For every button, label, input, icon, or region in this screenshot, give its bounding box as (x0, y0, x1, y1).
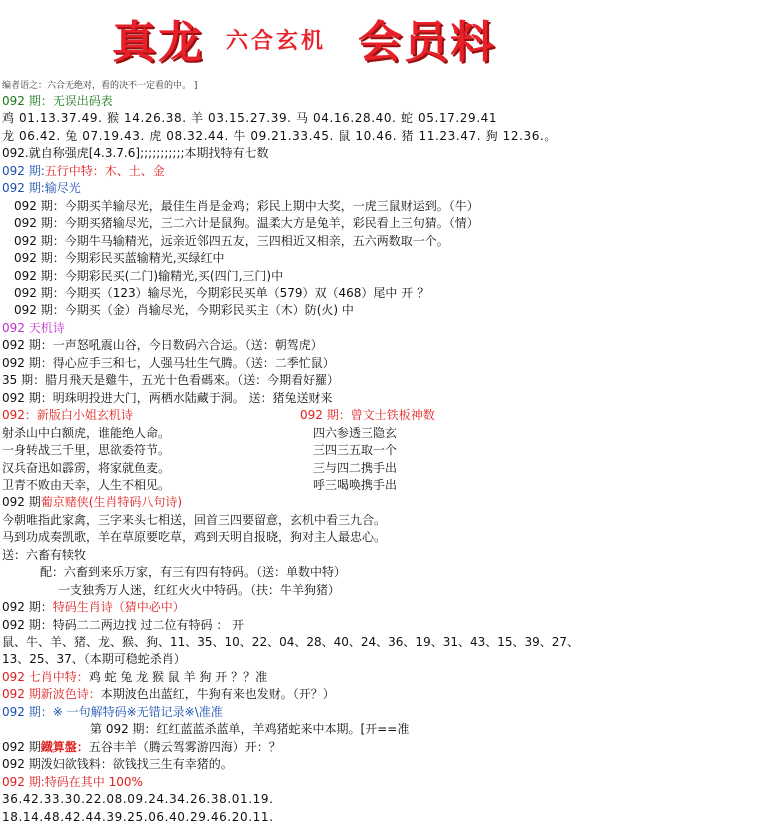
heaven-poem-line: 092 期：明珠明投进大门，两栖水陆藏于洞。 送：猪兔送财来 (2, 391, 333, 405)
abacus-prefix: 092 期 (2, 740, 41, 754)
iron-board-line: 三与四二携手出 (313, 461, 398, 475)
lose-all-line: 092 期：今期彩民买(二门)输精光,买(四门,三门)中 (14, 269, 284, 283)
abacus-text: 五谷丰羊（腾云驾雾游四海）开：？ (88, 740, 281, 754)
five-elements-line (2, 163, 165, 180)
section-casino-poem (2, 494, 182, 511)
header-banner (0, 0, 775, 78)
casino-poem-line: 马到功成奏凯歌，羊在草原要吃草，鸡到天明自报晓，狗对主人最忠心。 (2, 530, 387, 544)
lose-all-line: 092 期：今期买猪输尽光，三二六计是鼠狗。温柔大方是兔羊，彩民看上三句猜。（情） (14, 216, 479, 230)
code-table-row-2: 龙 06.42. 兔 07.19.43. 虎 08.32.44. 牛 09.21.33.45. 鼠 10.46. 猪 11.23.47. 狗 12.36.。 (2, 129, 557, 143)
special-code-row-1: 36.42.33.30.22.08.09.24.34.26.38.01.19. (2, 792, 274, 806)
five-elements-prefix: 092 期: (2, 164, 45, 178)
seven-zodiac-line (2, 669, 267, 686)
lose-all-line: 092 期：今期彩民买蓝输精光,买绿红中 (14, 251, 225, 265)
one-line-special (2, 704, 223, 721)
special-zodiac-line-1: 092 期：特码二二两边找 过二位有特码 ： 开 (2, 618, 245, 632)
casino-poem-pei-2: 一支独秀万人迷，红红火火中特码。（扶：牛羊狗猪） (58, 583, 341, 597)
section-white-lady-label: 092：新版白小姐玄机诗 (2, 408, 133, 422)
casino-poem-prefix: 092 期 (2, 495, 41, 509)
special-code-row-2: 18.14.48.42.44.39.25.06.40.29.46.20.11. (2, 810, 274, 824)
title-left: 真龙 (112, 17, 204, 68)
wave-color-text: 本期波色出蓝红，牛狗有来也发财。（开？） (100, 687, 335, 701)
lose-all-line: 092 期：今期买（123）输尽光，今期彩民买单（579）双（468）尾中 开 ？ (14, 286, 430, 300)
title-right: 会员料 (358, 17, 496, 68)
heaven-poem-line: 092 期：得心应手三和七，人强马壮生气腾。（送：二季忙鼠） (2, 356, 335, 370)
special-zodiac-line-2: 鼠、牛、羊、猪、龙、猴、狗、11、35、10、22、04、28、40、24、36、19、31、43、15、39、27、 (2, 635, 580, 649)
special-zodiac-line-3: 13、25、37、（本期可稳蛇杀肖） (2, 652, 186, 666)
casino-poem-line: 今朝唯指此家禽，三字来头七相送，回首三四要留意，玄机中看三九合。 (2, 513, 387, 527)
abacus-line (2, 739, 281, 756)
section-heaven-poem-label: 092 天机诗 (2, 321, 65, 335)
heaven-poem-line: 092 期：一声怒吼震山谷，今日数码六合运。（送：朝驾虎） (2, 338, 323, 352)
white-lady-line: 卫青不败由天幸，人生不相见。 (2, 478, 171, 492)
seven-zodiac-label: 092 七肖中特： (2, 670, 89, 684)
white-lady-line: 一身转战三千里，思欲委符节。 (2, 443, 171, 457)
abacus-label: 鐡算盤： (40, 740, 89, 754)
iron-board-line: 三四三五取一个 (313, 443, 398, 457)
casino-poem-pei-1: 配：六畜到来乐万家，有三有四有特码。（送：单数中特） (40, 565, 347, 579)
white-lady-line: 射杀山中白额虎，谁能绝人命。 (2, 426, 171, 440)
editor-note: 编者语之：六合无绝对，看的决不一定看的中。 ] (2, 81, 198, 91)
section-special-code-label: 092 期:特码在其中 100% (2, 775, 143, 789)
iron-board-line: 四六参透三隐玄 (313, 426, 398, 440)
iron-board-line: 呼三喝唤携手出 (313, 478, 398, 492)
lose-all-line: 092 期：今期买羊输尽光，最佳生肖是金鸡；彩民上期中大奖，一虎三鼠财运到。（牛） (14, 199, 479, 213)
title-mid: 六合玄机 (226, 28, 327, 54)
one-line-special-text: 第 092 期：红红蓝蓝杀蓝单，羊鸡猪蛇来中本期。[开==准 (90, 722, 410, 736)
section-special-zodiac (2, 599, 185, 616)
casino-poem-label: 葡京赌侠(生肖特码八句诗) (40, 495, 183, 509)
section-code-table-label: 092 期：无误出码表 (2, 94, 113, 108)
heaven-poem-line: 35 期：腊月飛天是雞牛，五光十色看碼來。（送：今期看好羅） (2, 373, 340, 387)
code-table-row-1: 鸡 01.13.37.49. 猴 14.26.38. 羊 03.15.27.39. 马 04.16.28.40. 蛇 05.17.29.41 (2, 111, 498, 125)
seven-zodiac-text: 鸡 蛇 兔 龙 猴 鼠 羊 狗 开 ？？准 (88, 670, 268, 684)
special-zodiac-prefix: 092 期： (2, 600, 53, 614)
one-line-special-prefix: 092 期： (2, 705, 53, 719)
wave-color-label: 092 期新波色诗： (2, 687, 101, 701)
wave-color-line (2, 686, 335, 703)
five-elements-label: 五行中特：木、土、金 (44, 164, 165, 178)
section-iron-board-label: 092 期：曾文士铁板神数 (300, 408, 435, 422)
lose-all-line: 092 期：今期买（金）肖输尽光，今期彩民买主（木）防(火) 中 (14, 303, 354, 317)
casino-poem-line: 送：六畜有犊牧 (2, 548, 87, 562)
lose-all-line: 092 期：今期牛马输精光，远亲近邻四五友，三四相近又相亲，五六两数取一个。 (14, 234, 449, 248)
section-lose-all-label: 092 期:输尽光 (2, 181, 81, 195)
strong-tiger-line: 092.就自称强虎[4.3.7.6];;;;;;;;;;;本期找特有七数 (2, 146, 269, 160)
money-line: 092 期泼妇欲钱料：欲钱找三生有幸猪的。 (2, 757, 233, 771)
special-zodiac-label: 特码生肖诗（猜中必中） (52, 600, 185, 614)
one-line-special-label: ※ 一句解特码※无错记录※\准准 (52, 705, 223, 719)
white-lady-line: 汉兵奋迅如霹雳，将家就鱼麦。 (2, 461, 171, 475)
